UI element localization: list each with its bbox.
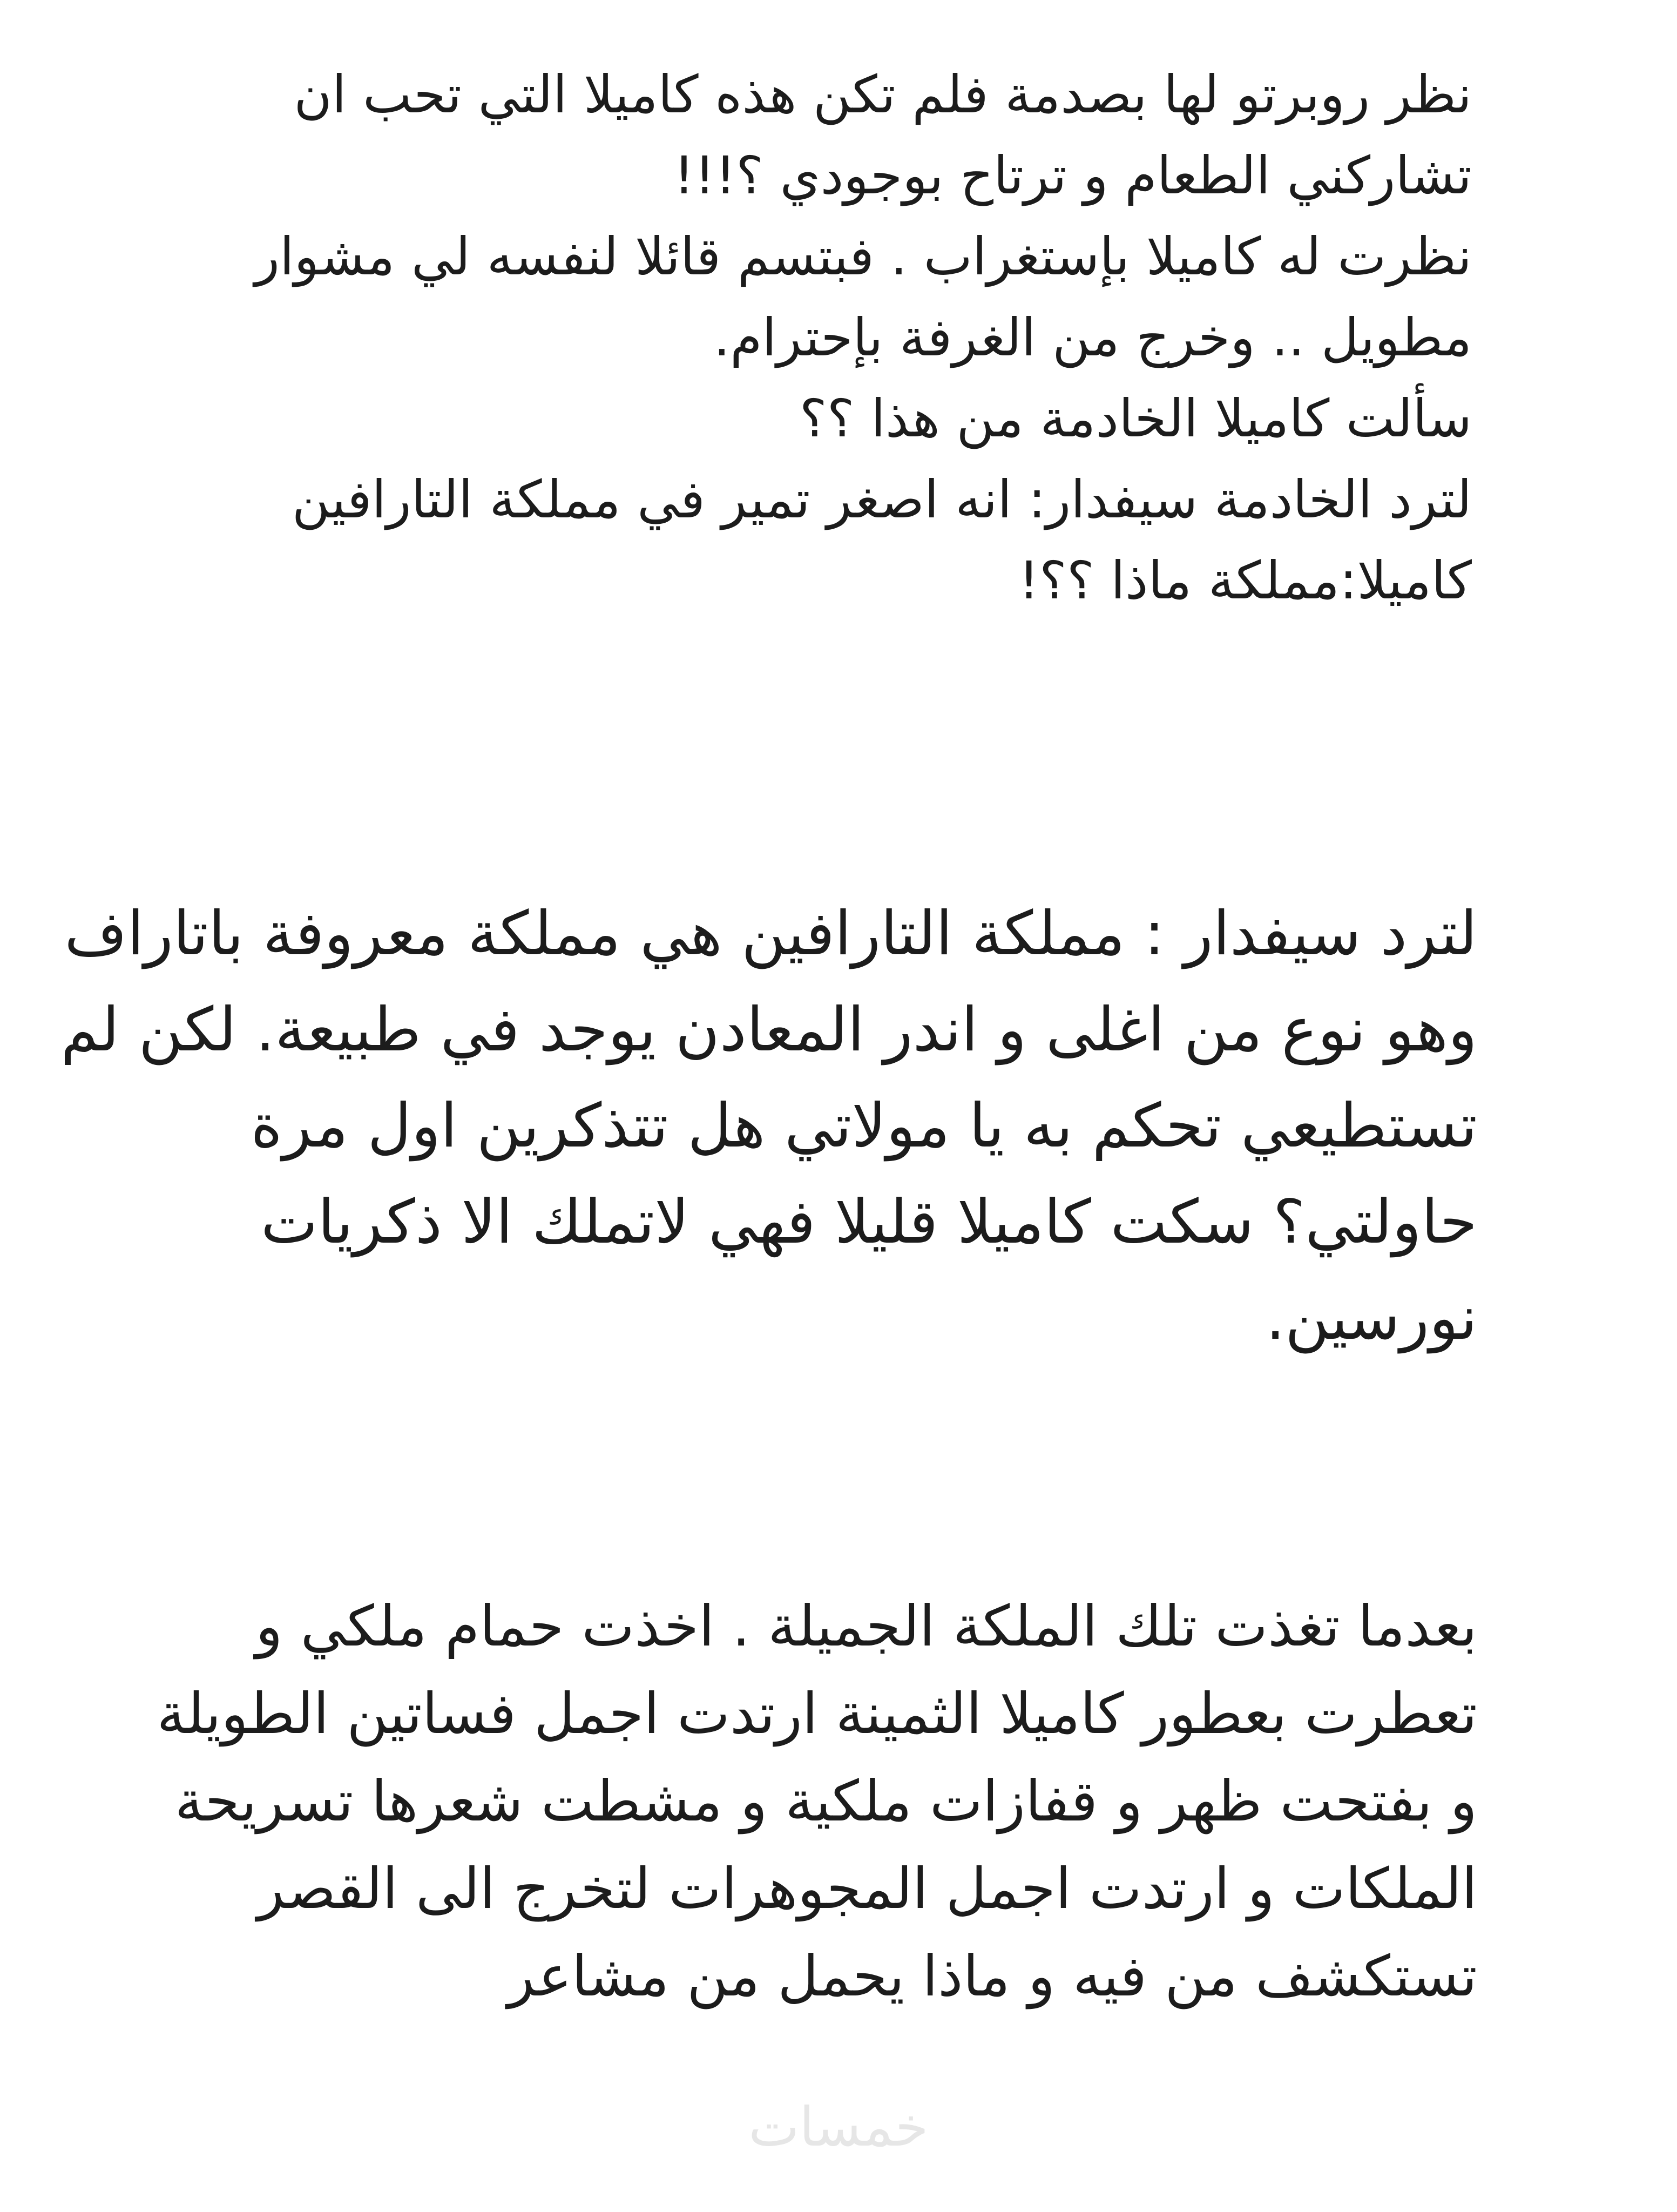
story-paragraph-1: [122, 54, 1472, 621]
text-line: كاميلا:مملكة ماذا ؟؟!: [1018, 550, 1472, 611]
text-line: نورسين.: [1266, 1283, 1477, 1353]
text-line: حاولتي؟ سكت كاميلا قليلا فهي لاتملك الا ذكريات: [261, 1187, 1477, 1257]
story-paragraph-2: [19, 886, 1477, 1366]
text-line: تعطرت بعطور كاميلا الثمينة ارتدت اجمل فساتين الطويلة: [157, 1681, 1477, 1746]
text-line: نظرت له كاميلا بإستغراب . فبتسم قائلا لنفسه لي مشوار: [254, 226, 1472, 287]
text-line: تستطيعي تحكم به يا مولاتي هل تتذكرين اول مرة: [251, 1091, 1477, 1161]
text-line: الملكات و ارتدت اجمل المجوهرات لتخرج الى القصر: [257, 1856, 1477, 1921]
watermark-logo: خمسات: [748, 2095, 929, 2159]
text-line: وهو نوع من اغلى و اندر المعادن يوجد في طبيعة. لكن لم: [60, 995, 1477, 1065]
text-line: بعدما تغذت تلك الملكة الجميلة . اخذت حمام ملكي و: [255, 1593, 1477, 1659]
text-line: سألت كاميلا الخادمة من هذا ؟؟: [799, 388, 1472, 449]
text-line: نظر روبرتو لها بصدمة فلم تكن هذه كاميلا التي تحب ان: [294, 64, 1472, 125]
text-line: لترد الخادمة سيفدار: انه اصغر تمير في مملكة التارافين: [292, 469, 1472, 530]
text-line: تشاركني الطعام و ترتاح بوجودي ؟!!!: [673, 145, 1472, 206]
story-paragraph-3: [19, 1582, 1477, 2020]
text-line: لترد سيفدار : مملكة التارافين هي مملكة معروفة باتاراف: [64, 899, 1477, 969]
text-line: و بفتحت ظهر و قفازات ملكية و مشطت شعرها تسريحة: [174, 1768, 1477, 1834]
text-line: مطويل .. وخرج من الغرفة بإحترام.: [713, 307, 1472, 368]
text-line: تستكشف من فيه و ماذا يحمل من مشاعر: [507, 1943, 1477, 2009]
